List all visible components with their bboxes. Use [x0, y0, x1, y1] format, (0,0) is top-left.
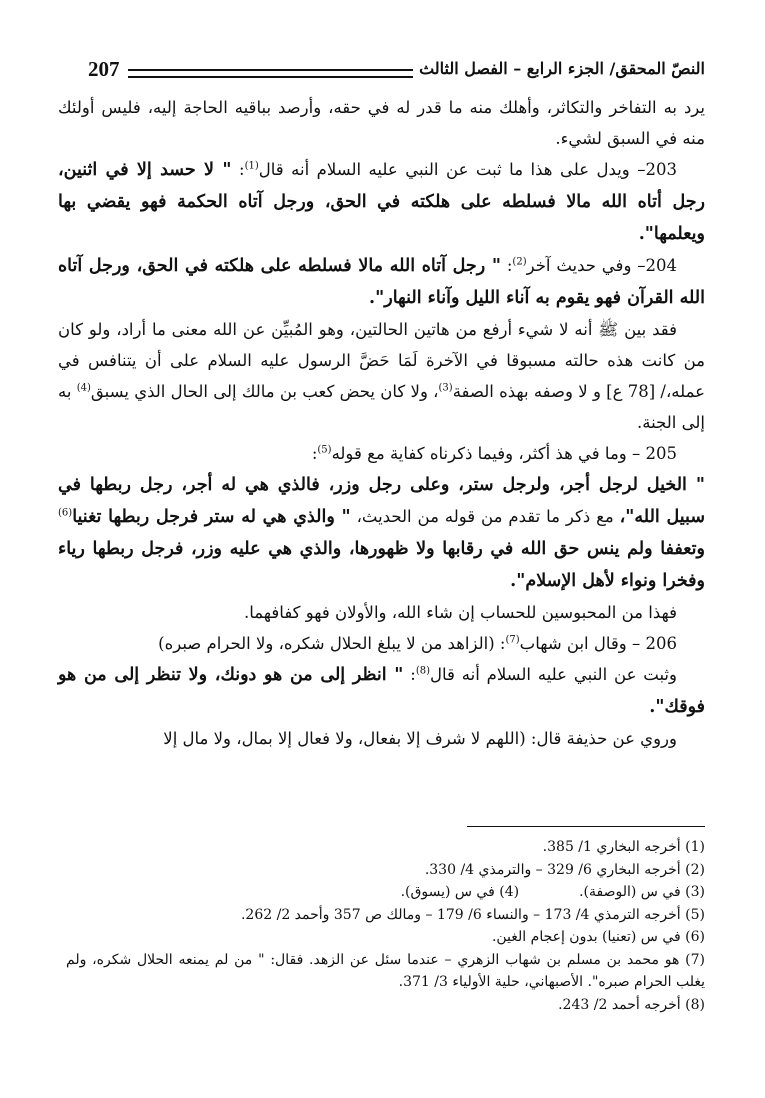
footnote-ref: (1)	[244, 160, 259, 172]
footnote-ref: (4)	[76, 382, 91, 394]
footnote-ref: (8)	[415, 665, 430, 677]
text-run: :	[311, 444, 318, 463]
text-run: :	[501, 256, 513, 275]
text-run: 205 – وما في هذ أكثر، وفيما ذكرناه كفاية مع قوله	[331, 444, 677, 463]
paragraph-203	[58, 154, 705, 250]
text-run: وثبت عن النبي عليه السلام أنه قال	[430, 665, 677, 684]
footnote-ref: (2)	[512, 256, 527, 268]
hadith-text: " انظر إلى من هو دونك، ولا تنظر إلى من هو فوقك".	[58, 665, 705, 717]
footnote: (4) في س (يسوق).	[400, 884, 520, 900]
footnote-ref: (3)	[438, 382, 453, 394]
hadith-text: " لا حسد إلا في اثنين، رجل أتاه الله مالا فسلطه على هلكته في الحق، ورجل آتاه الحكمة فهو يقضي بها ويعلمها".	[58, 160, 705, 244]
text-run: 206 – وقال ابن شهاب	[519, 634, 677, 653]
text-run: :	[403, 665, 416, 684]
page-number: 207	[88, 57, 120, 81]
text-run: 203– ويدل على هذا ما ثبت عن النبي عليه السلام أنه قال	[258, 160, 677, 179]
text-run: مع ذكر ما تقدم من قوله من الحديث،	[350, 507, 620, 526]
paragraph: يرد به التفاخر والتكاثر، وأهلك منه ما قدر له في حقه، وأرصد بباقيه الحاجة إليه، فليس أولئك منه في السبق لشيء.	[58, 98, 705, 148]
hadith-text: " الخيل لرجل أجر، ولرجل ستر، وعلى رجل وزر، فالذي هي له أجر، رجل ربطها في سبيل الله"،	[58, 475, 705, 527]
paragraph	[58, 659, 705, 723]
paragraph: فهذا من المحبوسين للحساب إن شاء الله، والأولان فهو كفافهما.	[244, 603, 677, 622]
footnote-ref: (6)	[58, 507, 73, 519]
footnote-ref: (5)	[317, 444, 332, 456]
page-header	[88, 57, 705, 87]
footnote-ref: (7)	[505, 634, 520, 646]
footnote: (5) أخرجه الترمذي 4/ 173 – والنساء 6/ 179 – ومالك ص 357 وأحمد 2/ 262.	[240, 906, 705, 923]
footnote-pair	[66, 881, 705, 904]
footnote: (7) هو محمد بن مسلم بن شهاب الزهري – عندما سئل عن الزهد. فقال: " من لم يمنعه الحلال شكره، ولم يغلب الحرام صبره". الأصبهاني، حلية الأولياء 3/ 371.	[66, 951, 705, 990]
text-run: فقد بين ﷺ أنه لا شيء أرفع من هاتين الحالتين، وهو المُبيِّن عن الله معنى ما أراد، ولو كان من كانت هذه حالته مسبوقا في الآخرة لَمَا حَضَّ الرسول عليه السلام على أن يتنافس في عمله،/ [78 ع] و لا وصفه بهذه الصفة	[58, 320, 705, 401]
paragraph-205	[58, 438, 705, 469]
paragraph	[58, 314, 705, 438]
text-run: : (الزاهد من لا يبلغ الحلال شكره، ولا الحرام صبره)	[158, 634, 506, 653]
footnote: (3) في س (الوصفة).	[579, 884, 705, 900]
paragraph-hadith	[58, 469, 705, 597]
main-text	[58, 92, 705, 754]
hadith-text: وتعففا ولم ينس حق الله في رقابها ولا ظهورها، والذي هي عليه وزر، فرجل ربطها رياء وفخرا ونواء لأهل الإسلام".	[58, 539, 705, 591]
footnote-separator	[467, 826, 705, 827]
footnote: (6) في س (تعنيا) بدون إعجام الغين.	[491, 929, 705, 945]
paragraph: وروي عن حذيفة قال: (اللهم لا شرف إلا بفعال، ولا فعال إلا بمال، ولا مال إلا	[163, 729, 677, 748]
hadith-text: " والذي هي له ستر فرجل ربطها تغنيا	[72, 507, 351, 527]
hadith-text: " رجل آتاه الله مالا فسلطه على هلكته في الحق، ورجل آتاه الله القرآن فهو يقوم به آناء الليل وآناء النهار".	[58, 256, 705, 308]
text-run: به إلى الجنة.	[58, 382, 705, 432]
running-title: النصّ المحقق/ الجزء الرابع – الفصل الثالث	[419, 59, 705, 78]
text-run: ، ولا كان يحض كعب بن مالك إلى الحال الذي يسبق	[90, 382, 439, 401]
header-double-rule	[128, 69, 413, 78]
footnote: (1) أخرجه البخاري 1/ 385.	[542, 839, 705, 855]
footnote: (2) أخرجه البخاري 6/ 329 – والترمذي 4/ 330.	[424, 861, 705, 878]
paragraph-204	[58, 250, 705, 314]
text-run: 204– وفي حديث آخر	[526, 256, 677, 275]
paragraph-206	[58, 628, 705, 659]
footnote: (8) أخرجه أحمد 2/ 243.	[558, 996, 705, 1013]
text-run: :	[231, 160, 245, 179]
footnotes	[66, 836, 705, 1016]
